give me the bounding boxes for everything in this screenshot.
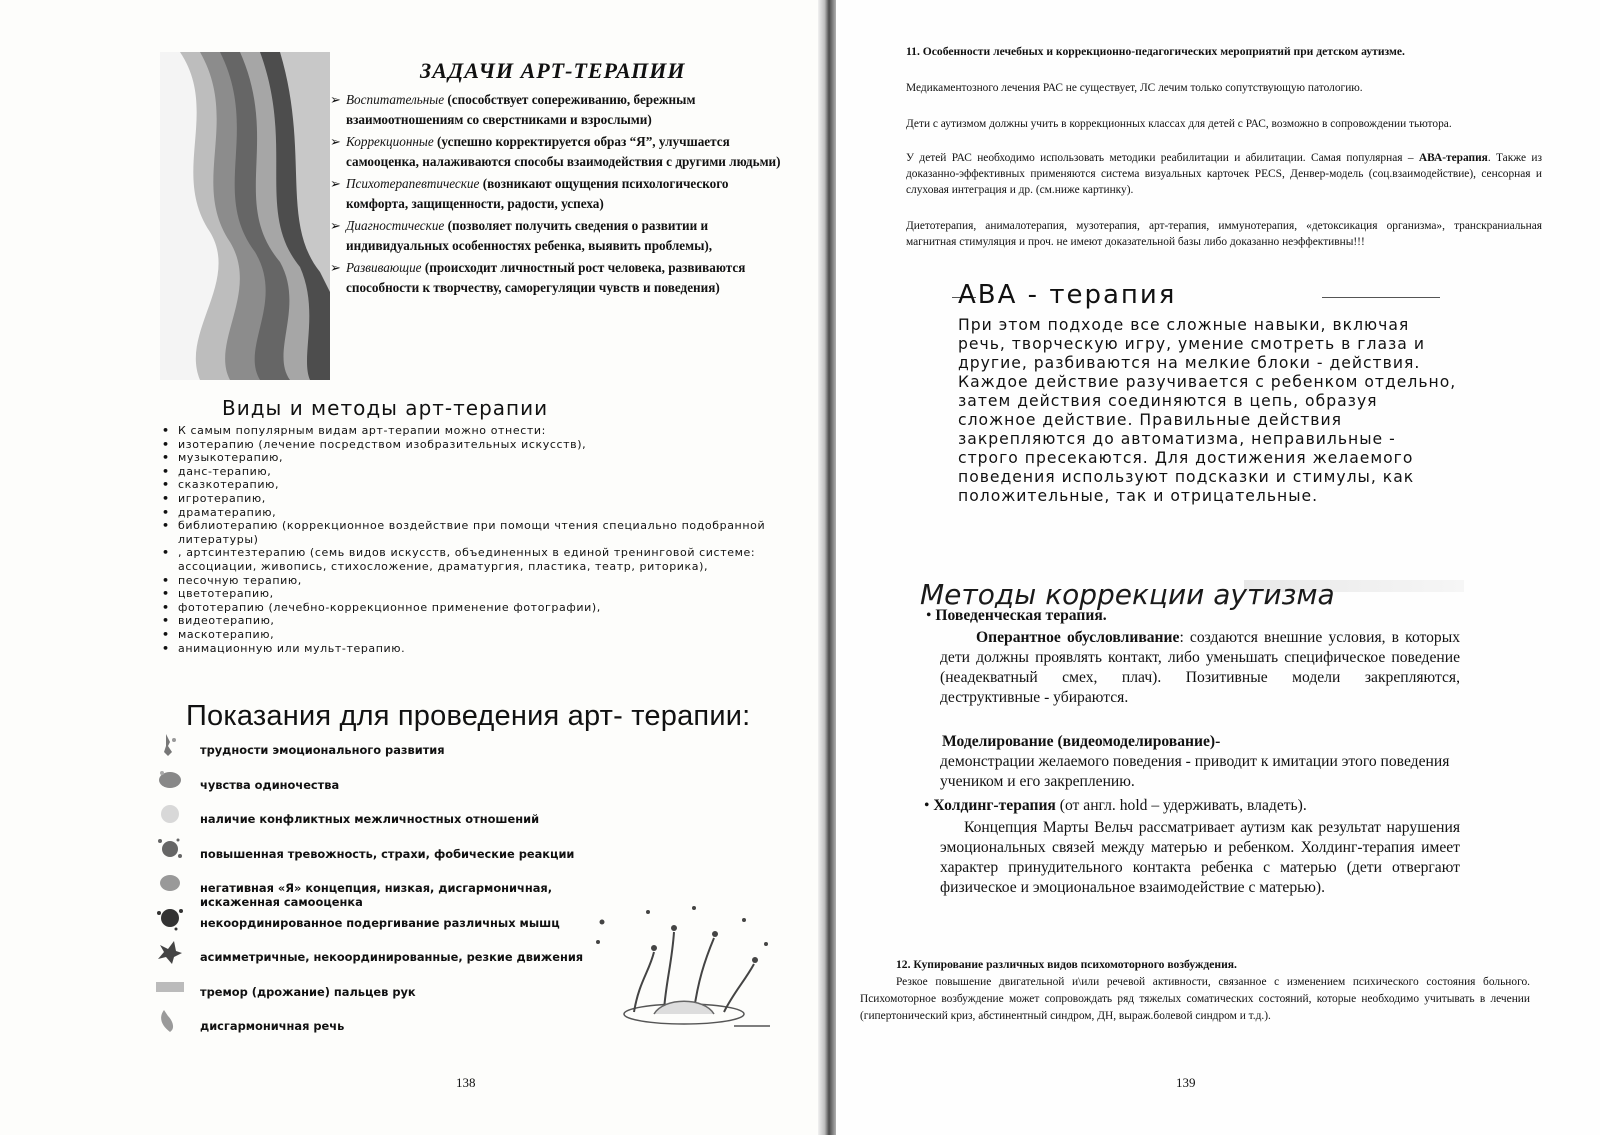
bullet-icon: • (926, 607, 936, 624)
list-item: • К самым популярным видам арт-терапии можно отнести: (162, 424, 546, 437)
arrow-bullet-icon: ➢ (330, 218, 342, 233)
bullet-icon: • (162, 600, 170, 614)
paragraph: Дети с аутизмом должны учить в коррекционных классах для детей с РАС, возможно в сопровождении тьютора. (906, 118, 1452, 130)
indication-item: негативная «Я» концепция, низкая, дисгармоничная, искаженная самооценка (150, 876, 630, 911)
bullet-icon: • (162, 627, 170, 641)
list-item: • изотерапию (лечение посредством изобразительных искусств), (162, 437, 587, 451)
indication-item: дисгармоничная речь (150, 1014, 630, 1049)
ink-blot-icon (156, 974, 184, 1000)
task-text: (позволяет получить сведения о развитии и индивидуальных особенностях ребенка, выявить проблемы), (346, 218, 713, 253)
indication-item: тремор (дрожание) пальцев рук (150, 980, 630, 1015)
bullet-icon: • (162, 451, 170, 465)
modeling-paragraph: Моделирование (видеомоделирование)- демонстрации желаемого поведения - приводит к имитации этого поведения учеником и его закреплению. (940, 733, 1450, 790)
list-item: • песочную терапию, (162, 573, 302, 587)
task-text: (успешно корректируется образ “Я”, улучшается самооценка, налаживаются способы взаимодействия с другими людьми) (346, 134, 781, 169)
bullet-icon: • (162, 464, 170, 478)
list-item: • музыкотерапию, (162, 451, 284, 465)
arrow-bullet-icon: ➢ (330, 176, 342, 191)
page-number-left: 138 (456, 1075, 476, 1090)
arrow-bullet-icon: ➢ (330, 260, 342, 275)
page-number-right: 139 (1176, 1075, 1196, 1090)
behavioral-therapy-heading: • Поведенческая терапия. (926, 607, 1107, 624)
divider-line (1322, 297, 1440, 298)
list-item: • игротерапию, (162, 491, 266, 505)
bullet-icon: • (162, 505, 170, 519)
indications-list (150, 738, 630, 1049)
paragraph: У детей РАС необходимо использовать методики реабилитации и абилитации. Самая популярная – АВА-терапия. Также из доказанно-эффективных применяются система визуальных карточек PECS, Денвер-модель (соц.взаимодействие), сенсорная и слуховая интеграция и др. (см.ниже картинку). (906, 152, 1542, 196)
bullet-icon: • (162, 641, 170, 655)
task-term: Воспитательные (346, 92, 445, 107)
task-term: Развивающие (346, 260, 422, 275)
arrow-bullet-icon: ➢ (330, 134, 342, 149)
ink-blot-icon (156, 732, 184, 758)
indication-item: повышенная тревожность, страхи, фобические реакции (150, 842, 630, 877)
section-11-title: 11. Особенности лечебных и коррекционно-педагогических мероприятий при детском аутизме. (906, 45, 1405, 58)
methods-title: Методы коррекции аутизма (920, 578, 1335, 611)
ink-blot-icon (156, 801, 184, 827)
list-item: • цветотерапию, (162, 587, 274, 601)
bullet-icon: • (162, 478, 170, 492)
task-item (330, 216, 785, 256)
bullet-icon: • (162, 573, 170, 587)
paragraph: Диетотерапия, анималотерапия, музотерапия, арт-терапия, иммунотерапия, «детоксикация организма», транскраниальная магнитная стимуляция и проч. не имеют доказательной базы либо доказанно неэффективны!!! (906, 220, 1542, 248)
aba-title: АВА - терапия (958, 280, 1177, 310)
bullet-icon: • (162, 437, 170, 451)
ink-blot-icon (156, 939, 184, 965)
section-12-paragraph: Резкое повышение двигательной и\или речевой активности, связанное с изменением психического состояния больного. Психомоторное возбуждение может сопровождать ряд тяжелых соматических состояний, которые необходимо учитывать в лечении (гипертонический криз, абстинентный синдром, ДН, выраж.болевой синдром и т.д.). (860, 976, 1530, 1022)
task-term: Диагностические (346, 218, 445, 233)
bullet-icon: • (162, 546, 170, 560)
task-text: (возникают ощущения психологического комфорта, защищенности, радости, успеха) (346, 176, 729, 211)
indication-item: чувства одиночества (150, 773, 630, 808)
task-term: Коррекционные (346, 134, 434, 149)
task-item (330, 90, 785, 130)
indications-title: Показания для проведения арт- терапии: (186, 700, 751, 732)
indication-item: асимметричные, некоординированные, резкие движения (150, 945, 630, 980)
task-text: (способствует сопереживанию, бережным взаимоотношениям со сверстниками и взрослыми) (346, 92, 696, 127)
paint-flow-illustration (160, 52, 330, 380)
list-item: • видеотерапию, (162, 614, 275, 628)
aba-description: При этом подходе все сложные навыки, включая речь, творческую игру, умение смотреть в глаза и другие, разбиваются на мелкие блоки - действия. Каждое действие разучивается с ребенком отдельно, затем действия соединяются в цепь, образуя сложное действие. Правильные действия закрепляются до автоматизма, неправильные - строго пресекаются. Для достижения желаемого поведения используют подсказки и стимулы, как положительные, так и отрицательные. (958, 316, 1457, 505)
tasks-list (330, 90, 785, 300)
types-title: Виды и методы арт-терапии (222, 396, 549, 420)
list-item: • данс-терапию, (162, 464, 272, 478)
types-list (160, 424, 800, 655)
bullet-icon: • (162, 519, 170, 533)
list-item: • сказкотерапию, (162, 478, 280, 492)
bullet-icon: • (162, 587, 170, 601)
holding-therapy-paragraph: Концепция Марты Вельч рассматривает аутизм как результат нарушения эмоциональных связей между матерью и ребенком. Холдинг-терапия имеет характер принудительного контакта ребенка с матерью (дети отвергают физическое и эмоциональное взаимодействие с матерью). (940, 819, 1460, 896)
tasks-title: ЗАДАЧИ АРТ-ТЕРАПИИ (420, 58, 686, 83)
paragraph: Медикаментозного лечения РАС не существует, ЛС лечим только сопутствующую патологию. (906, 82, 1363, 94)
list-item: • анимационную или мульт-терапию. (162, 641, 406, 655)
ink-blot-icon (156, 836, 184, 862)
ink-blot-icon (156, 1008, 184, 1034)
bullet-icon: • (162, 424, 170, 437)
holding-therapy-heading: • Холдинг-терапия (от англ. hold – удерживать, владеть). (924, 797, 1307, 814)
task-item (330, 258, 785, 298)
indication-item: некоординированное подергивание различных мышц (150, 911, 630, 946)
indication-item: трудности эмоционального развития (150, 738, 630, 773)
bullet-icon: • (162, 614, 170, 628)
list-item: • фототерапию (лечебно-коррекционное применение фотографии), (162, 600, 601, 614)
list-item: • библиотерапию (коррекционное воздействие при помощи чтения специально подобранной литературы) (162, 519, 766, 546)
task-term: Психотерапевтические (346, 176, 480, 191)
ink-blot-icon (156, 767, 184, 793)
ink-blot-icon (156, 905, 184, 931)
task-text: (происходит личностный рост человека, развиваются способности к творчеству, саморегуляции чувств и поведения) (346, 260, 746, 295)
list-item: • драматерапию, (162, 505, 277, 519)
list-item: • маскотерапию, (162, 627, 275, 641)
bullet-icon: • (162, 491, 170, 505)
aba-therapy-term: АВА-терапия (1418, 152, 1488, 164)
task-item (330, 174, 785, 214)
section-12-title: 12. Купирование различных видов психомоторного возбуждения. (896, 958, 1237, 971)
list-item: • , артсинтезтерапию (семь видов искусств, объединенных в единой тренинговой системе: ассоциации, живопись, стихосложение, драматургия, пластика, театр, риторика), (162, 546, 756, 573)
operant-conditioning-paragraph: Оперантное обусловливание: создаются внешние условия, в которых дети должны проявлять контакт, либо уменьшать специфическое поведение (неадекватный смех, плач). Позитивные модели закрепляются, деструктивные - убираются. (940, 629, 1461, 706)
task-item (330, 132, 785, 172)
bullet-icon: • (924, 797, 934, 814)
indication-item: наличие конфликтных межличностных отношений (150, 807, 630, 842)
water-splash-illustration (594, 902, 774, 1042)
arrow-bullet-icon: ➢ (330, 92, 342, 107)
ink-blot-icon (156, 870, 184, 896)
